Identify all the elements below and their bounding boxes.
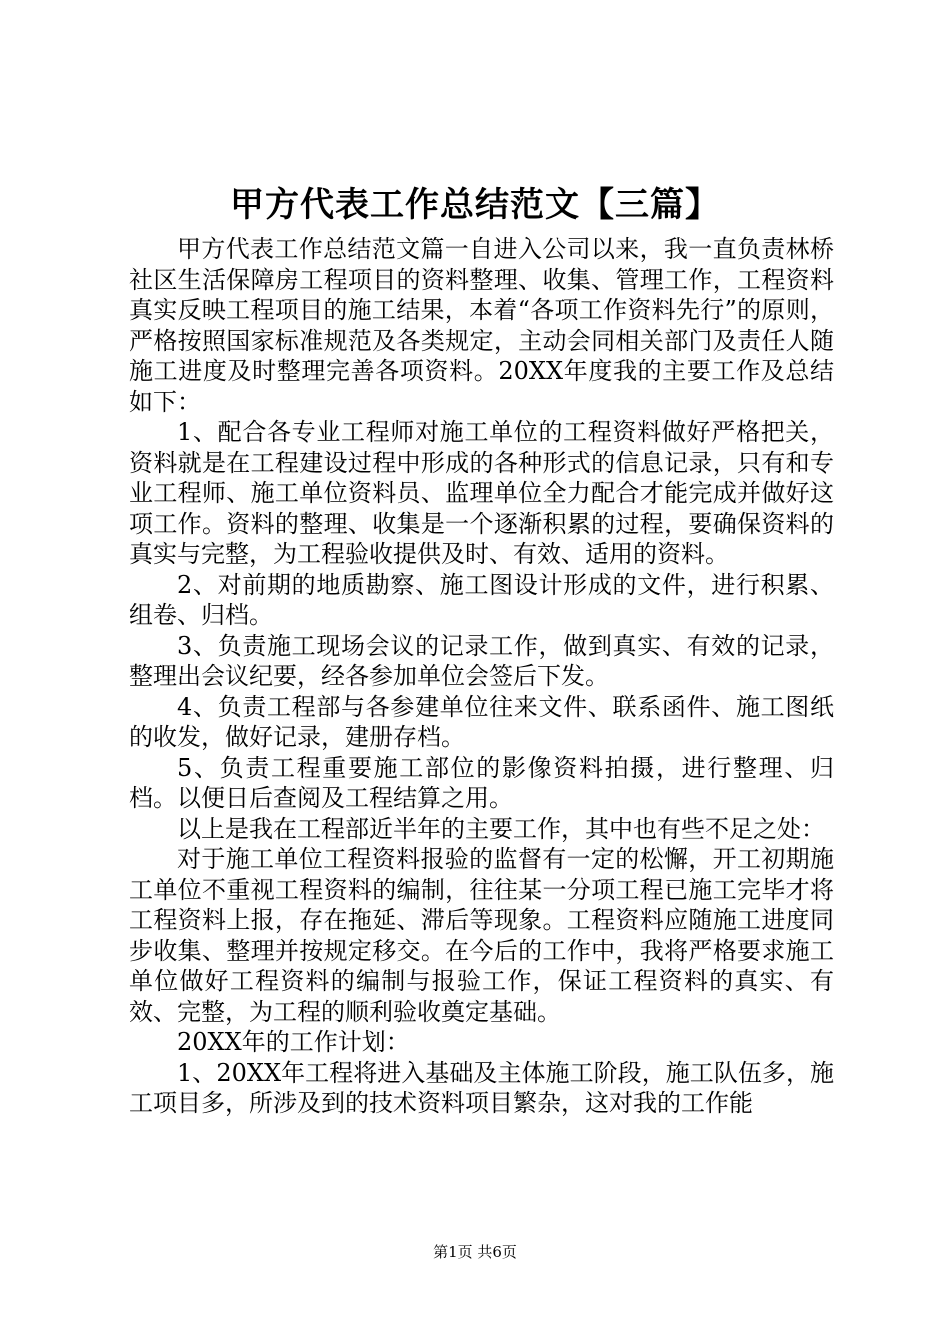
- document-title: 甲方代表工作总结范文【三篇】: [230, 185, 720, 225]
- paragraph-intro: 甲方代表工作总结范文篇一自进入公司以来，我一直负责林桥社区生活保障房工程项目的资料整理、收集、管理工作，工程资料真实反映工程项目的施工结果，本着“各项工作资料先行”的原则，严格按照国家标准规范及各类规定，主动会同相关部门及责任人随施工进度及时整理完善各项资料。20XX年度我的主要工作及总结如下：: [129, 235, 834, 416]
- paragraph-shortcomings: 对于施工单位工程资料报验的监督有一定的松懈，开工初期施工单位不重视工程资料的编制，往往某一分项工程已施工完毕才将工程资料上报，存在拖延、滞后等现象。工程资料应随施工进度同步收集、整理并按规定移交。在今后的工作中，我将严格要求施工单位做好工程资料的编制与报验工作，保证工程资料的真实、有效、完整，为工程的顺利验收奠定基础。: [129, 845, 834, 1026]
- paragraph-item-5: 5、负责工程重要施工部位的影像资料拍摄，进行整理、归档。以便日后查阅及工程结算之用。: [129, 753, 834, 812]
- paragraph-item-2: 2、对前期的地质勘察、施工图设计形成的文件，进行积累、组卷、归档。: [129, 570, 834, 629]
- paragraph-plan-heading: 20XX年的工作计划：: [177, 1028, 410, 1056]
- paragraph-shortcomings-lead: 以上是我在工程部近半年的主要工作，其中也有些不足之处：: [177, 814, 825, 843]
- page-number: 第1页 共6页: [433, 1243, 517, 1261]
- paragraph-plan-item-1: 1、20XX年工程将进入基础及主体施工阶段，施工队伍多，施工项目多，所涉及到的技术资料项目繁杂，这对我的工作能: [129, 1058, 834, 1117]
- paragraph-item-3: 3、负责施工现场会议的记录工作，做到真实、有效的记录，整理出会议纪要，经各参加单位会签后下发。: [129, 631, 834, 690]
- paragraph-item-4: 4、负责工程部与各参建单位往来文件、联系函件、施工图纸的收发，做好记录，建册存档。: [129, 692, 834, 751]
- document-body: [129, 234, 834, 1119]
- paragraph-item-1: 1、配合各专业工程师对施工单位的工程资料做好严格把关，资料就是在工程建设过程中形成的各种形式的信息记录，只有和专业工程师、施工单位资料员、监理单位全力配合才能完成并做好这项工作。资料的整理、收集是一个逐渐积累的过程，要确保资料的真实与完整，为工程验收提供及时、有效、适用的资料。: [129, 418, 834, 568]
